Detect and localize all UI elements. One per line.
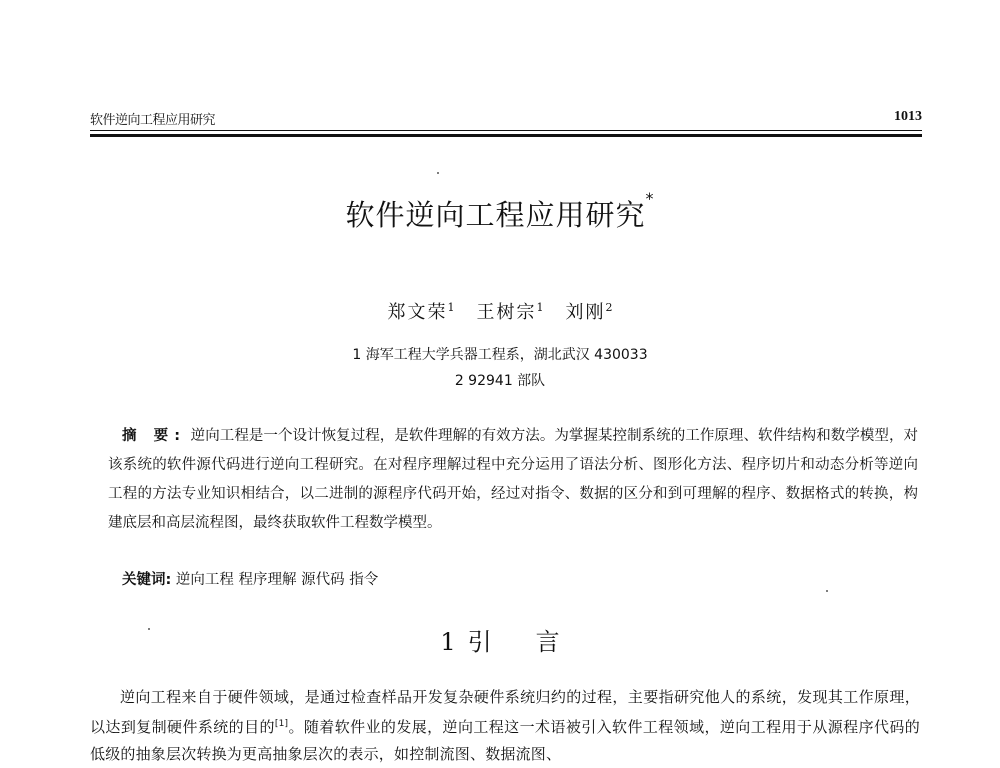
- running-head: [90, 109, 922, 131]
- author-name: 郑文荣: [387, 302, 448, 323]
- section-heading: [0, 622, 1000, 657]
- body-text-part-1: 逆向工程来自于硬件领域，是通过检查样品开发复杂硬件系统归约的过程，主要指研究他人的系统，发现其工作原理，以达到复制硬件系统的目的: [90, 688, 920, 736]
- author-list: [0, 298, 1000, 324]
- abstract-label: 摘 要:: [122, 428, 186, 444]
- section-title-char-1: 引: [467, 628, 492, 656]
- running-head-title: 软件逆向工程应用研究: [90, 113, 216, 128]
- header-rule-thick: [90, 134, 922, 137]
- keywords-text: 逆向工程 程序理解 源代码 指令: [175, 572, 379, 588]
- keywords-label: 关键词:: [122, 572, 172, 588]
- citation-mark: [1]: [274, 719, 289, 729]
- page-number: 1013: [894, 109, 922, 124]
- scan-speck: [826, 590, 828, 592]
- author-affiliation-mark: 1: [536, 301, 544, 314]
- affiliation-2: 2 92941 部队: [454, 373, 546, 389]
- abstract-text: 逆向工程是一个设计恢复过程，是软件理解的有效方法。为掌握某控制系统的工作原理、软件结构和数学模型，对该系统的软件源代码进行逆向工程研究。在对程序理解过程中充分运用了语法分析、图形化方法、程序切片和动态分析等逆向工程的方法专业知识相结合，以二进制的源程序代码开始，经过对指令、数据的区分和到可理解的程序、数据格式的转换，构建底层和高层流程图，最终获取软件工程数学模型。: [108, 428, 919, 531]
- keywords: [122, 568, 922, 589]
- paper-title-text: 软件逆向工程应用研究: [345, 198, 646, 232]
- body-text-part-2: 。随着软件业的发展，逆向工程这一术语被引入软件工程领域，逆向工程用于从源程序代码的低级的抽象层次转换为更高抽象层次的表示，如控制流图、数据流图、: [90, 718, 920, 763]
- author-name: 刘刚: [565, 302, 606, 323]
- header-rule-thin: [90, 130, 922, 131]
- title-footnote-mark: *: [645, 189, 655, 208]
- paper-title: [0, 189, 1000, 234]
- body-paragraph: [90, 684, 920, 768]
- affiliation-1: 1 海军工程大学兵器工程系，湖北武汉 430033: [352, 347, 648, 363]
- author-affiliation-mark: 2: [605, 301, 613, 314]
- author-name: 王树宗: [476, 302, 537, 323]
- section-title-char-2: 言: [535, 628, 560, 656]
- section-number: 1: [440, 628, 456, 656]
- abstract: [108, 422, 918, 538]
- author-affiliation-mark: 1: [447, 301, 455, 314]
- scan-speck: [437, 172, 439, 174]
- scan-speck: [148, 628, 150, 630]
